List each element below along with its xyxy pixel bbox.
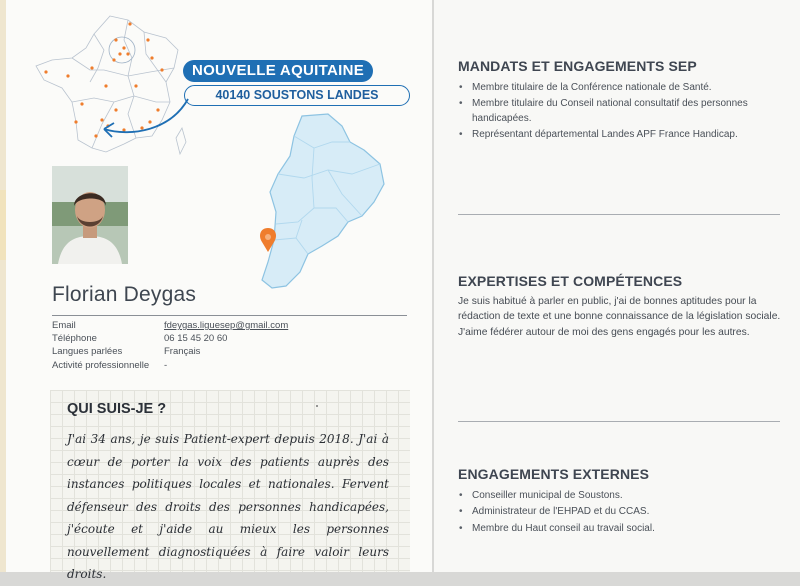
expertises-title: EXPERTISES ET COMPÉTENCES (458, 273, 683, 289)
list-item: • Membre titulaire du Conseil national consultatif des personnes handicapées. (458, 97, 788, 126)
about-title: QUI SUIS-JE ? (67, 401, 167, 417)
contact-row-phone (52, 333, 412, 346)
list-item: • Conseiller municipal de Soustons. (458, 489, 788, 503)
contact-row-email (52, 320, 412, 333)
about-box (50, 390, 410, 581)
profile-photo (52, 166, 128, 264)
engagements-list (458, 489, 788, 538)
list-item: • Membre du Haut conseil au travail social. (458, 522, 788, 536)
list-item: • Représentant départemental Landes APF France Handicap. (458, 128, 788, 142)
arrow-icon (90, 95, 200, 145)
person-name: Florian Deygas (52, 283, 197, 306)
contact-label: Activité professionnelle (52, 359, 150, 371)
contact-label: Email (52, 320, 76, 331)
list-item: • Administrateur de l'EHPAD et du CCAS. (458, 505, 788, 519)
contact-label: Langues parlées (52, 346, 123, 358)
page-edge-tab (0, 190, 6, 260)
contact-details (52, 320, 412, 373)
email-link[interactable]: fdeygas.liguesep@gmail.com (164, 320, 289, 331)
expertises-text: Je suis habitué à parler en public, j'ai de bonnes aptitudes pour la rédaction de texte et une bonne connaissance de la législation sociale. J'aime fédérer autour de moi des gens engagés pour les autres. (458, 296, 781, 338)
decorative-dot (316, 405, 318, 407)
contact-label: Téléphone (52, 333, 97, 345)
city-pill: 40140 SOUSTONS LANDES (184, 85, 410, 106)
france-map-illustration (32, 10, 192, 170)
about-text: J'ai 34 ans, je suis Patient-expert depuis 2018. J'ai à cœur de porter la voix des patients auprès des instances politiques locales et nationales. Fervent défenseur des droits des personnes handicapées, j'écoute et j'aide au mieux les personnes nouvellement diagnostiquées à faire valoir leurs droits. (67, 432, 389, 581)
mandats-list (458, 81, 788, 145)
nouvelle-aquitaine-map (250, 112, 400, 292)
divider (458, 214, 780, 215)
divider (458, 421, 780, 422)
phone-value: 06 15 45 20 60 (164, 333, 228, 345)
contact-row-activity (52, 360, 412, 373)
list-item: • Membre titulaire de la Conférence nationale de Santé. (458, 81, 788, 95)
divider (52, 315, 407, 316)
activity-value: - (164, 359, 168, 371)
region-name-pill: NOUVELLE AQUITAINE (183, 60, 373, 82)
languages-value: Français (164, 346, 201, 358)
contact-row-languages (52, 346, 412, 359)
page-edge-decoration (0, 0, 6, 572)
engagements-title: ENGAGEMENTS EXTERNES (458, 466, 650, 482)
mandats-title: MANDATS ET ENGAGEMENTS SEP (458, 58, 697, 74)
